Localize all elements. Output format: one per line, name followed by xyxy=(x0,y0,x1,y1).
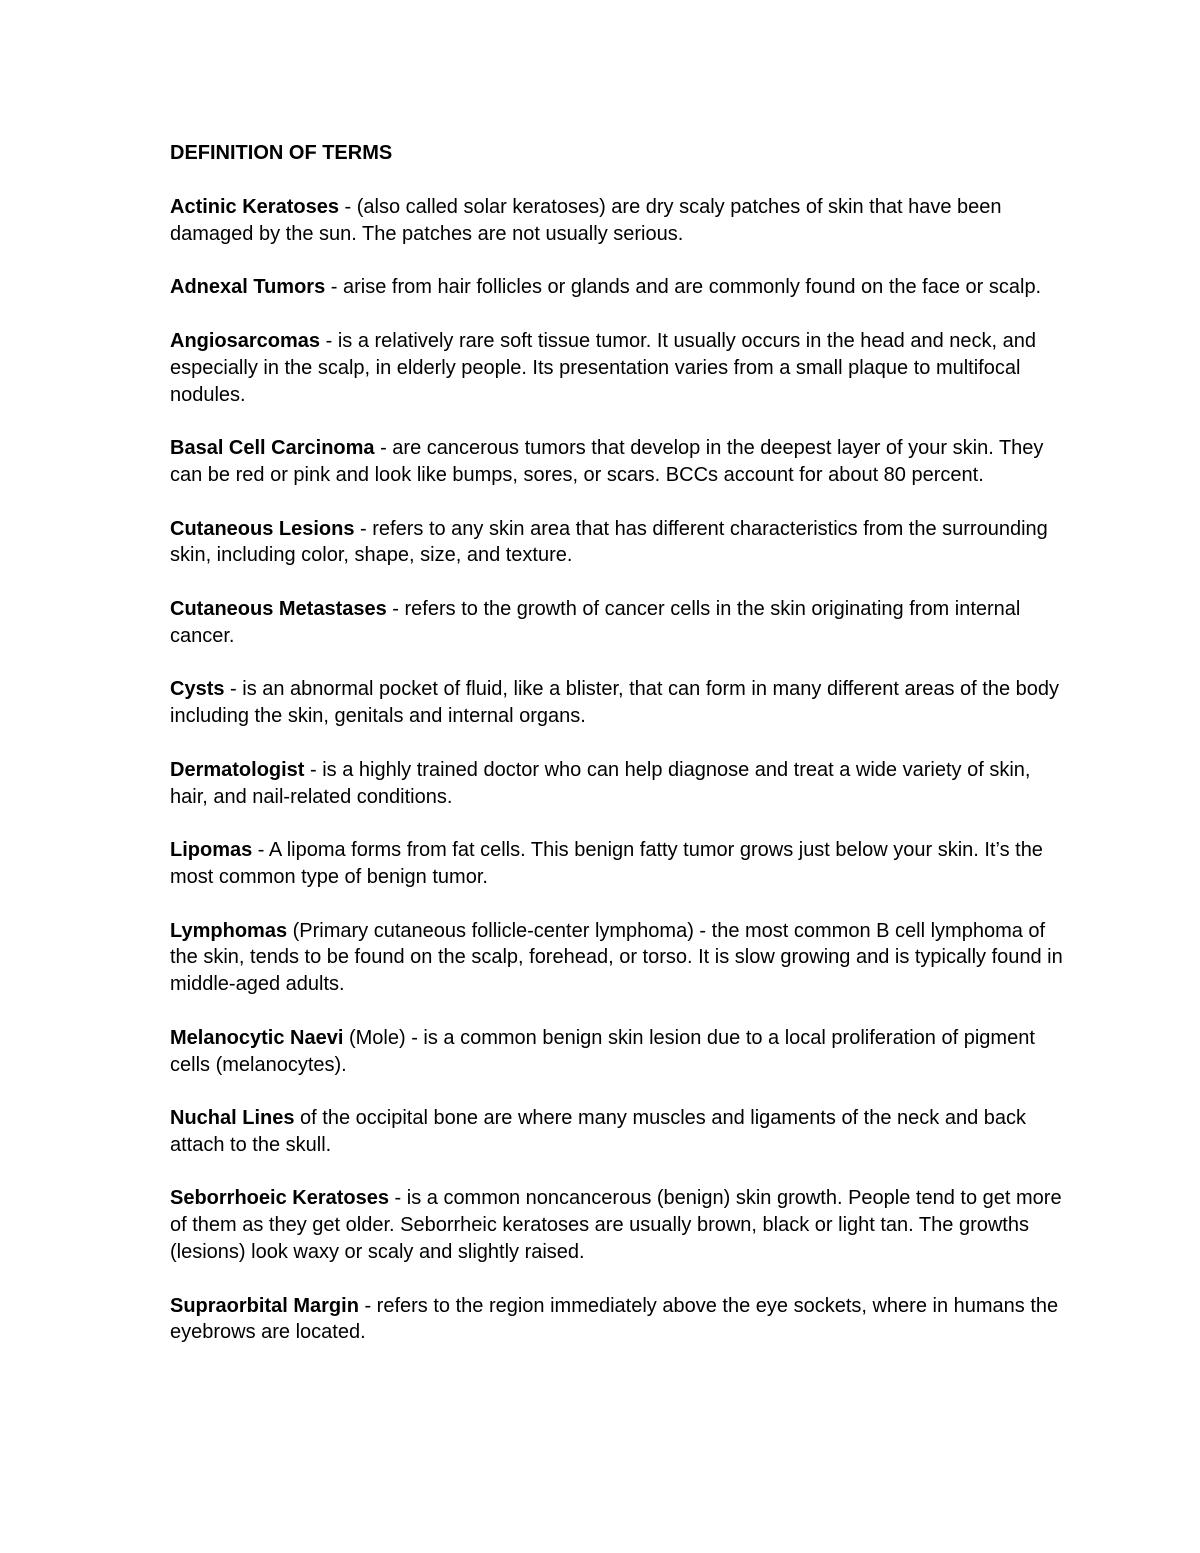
term-name: Supraorbital Margin xyxy=(170,1294,359,1317)
definition-entry xyxy=(170,757,1070,811)
term-definition: - arise from hair follicles or glands and are commonly found on the face or scalp. xyxy=(325,276,1042,299)
term-name: Cutaneous Lesions xyxy=(170,517,355,540)
definition-entry xyxy=(170,516,1070,570)
term-definition: - is a common noncancerous (benign) skin growth. People tend to get more of them as they get older. Seborrheic keratoses are usually brown, black or light tan. The growths (lesions) look waxy or scaly and slightly raised. xyxy=(170,1187,1062,1264)
term-name: Adnexal Tumors xyxy=(170,276,326,299)
term-definition: - refers to any skin area that has different characteristics from the surrounding skin, including color, shape, size, and texture. xyxy=(170,517,1048,567)
definition-entry xyxy=(170,1185,1070,1265)
term-definition: of the occipital bone are where many muscles and ligaments of the neck and back attach to the skull. xyxy=(170,1107,1027,1156)
document-page xyxy=(170,140,1070,1373)
term-definition: - (also called solar keratoses) are dry scaly patches of skin that have been damaged by the sun. The patches are not usually serious. xyxy=(170,196,1002,245)
term-name: Lipomas xyxy=(170,839,253,862)
term-name: Seborrhoeic Keratoses xyxy=(170,1187,389,1210)
term-definition: - is a relatively rare soft tissue tumor. It usually occurs in the head and neck, and especially in the scalp, in elderly people. Its presentation varies from a small plaque to multifocal nodules. xyxy=(170,329,1036,406)
term-definition: (Primary cutaneous follicle-center lymphoma) - the most common B cell lymphoma of the skin, tends to be found on the scalp, forehead, or torso. It is slow growing and is typically found in middle-aged adults. xyxy=(170,919,1063,996)
term-name: Basal Cell Carcinoma xyxy=(170,437,375,460)
definition-entry xyxy=(170,274,1070,301)
term-name: Melanocytic Naevi xyxy=(170,1026,344,1049)
definition-entry xyxy=(170,676,1070,730)
definition-entry xyxy=(170,435,1070,489)
definition-entry xyxy=(170,328,1070,408)
term-name: Cutaneous Metastases xyxy=(170,597,387,620)
term-name: Cysts xyxy=(170,678,225,701)
term-definition: - refers to the growth of cancer cells in the skin originating from internal cancer. xyxy=(170,597,1021,647)
term-definition: - A lipoma forms from fat cells. This benign fatty tumor grows just below your skin. It’s the most common type of benign tumor. xyxy=(170,839,1043,888)
definition-entry xyxy=(170,1293,1070,1347)
definition-entry xyxy=(170,596,1070,650)
term-name: Dermatologist xyxy=(170,758,305,781)
definition-entry xyxy=(170,1025,1070,1079)
term-definition: - refers to the region immediately above the eye sockets, where in humans the eyebrows are located. xyxy=(170,1294,1059,1344)
term-name: Angiosarcomas xyxy=(170,329,321,352)
document-title: DEFINITION OF TERMS xyxy=(170,142,393,164)
definition-entry xyxy=(170,837,1070,891)
term-name: Lymphomas xyxy=(170,919,288,942)
term-name: Actinic Keratoses xyxy=(170,196,339,218)
definition-entry xyxy=(170,1105,1070,1159)
term-definition: - is an abnormal pocket of fluid, like a blister, that can form in many different areas of the body including the skin, genitals and internal organs. xyxy=(170,678,1059,728)
term-definition: (Mole) - is a common benign skin lesion due to a local proliferation of pigment cells (melanocytes). xyxy=(170,1026,1035,1076)
definition-entry xyxy=(170,194,1070,248)
definition-entry xyxy=(170,918,1070,998)
term-definition: - is a highly trained doctor who can help diagnose and treat a wide variety of skin, hair, and nail-related conditions. xyxy=(170,758,1031,808)
term-definition: - are cancerous tumors that develop in the deepest layer of your skin. They can be red or pink and look like bumps, sores, or scars. BCCs account for about 80 percent. xyxy=(170,437,1044,486)
term-name: Nuchal Lines xyxy=(170,1107,295,1130)
